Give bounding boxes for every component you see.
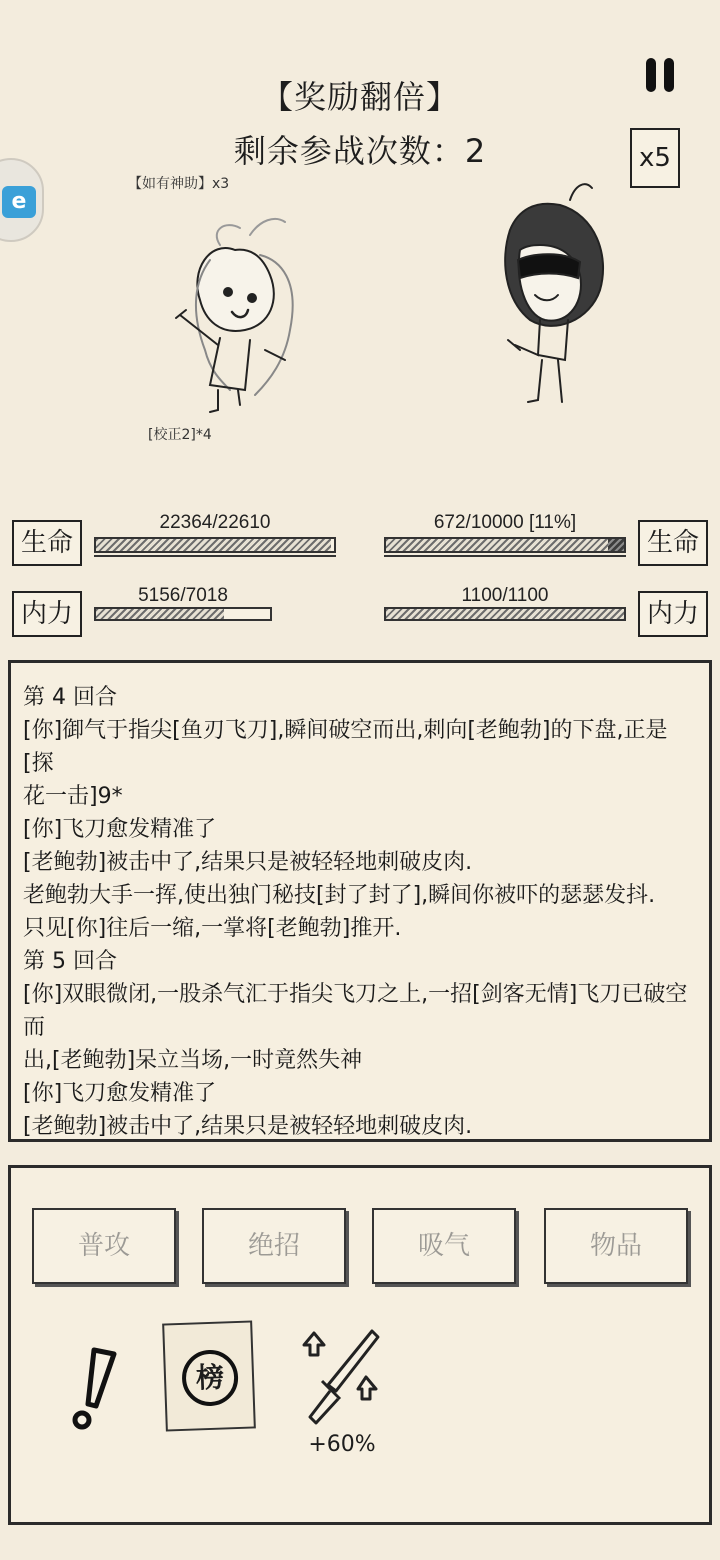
leaderboard-icon: 榜 [181,1349,239,1407]
log-line: 第 4 回合 [23,685,117,710]
items-button[interactable]: 物品 [544,1208,688,1284]
player-mp-bar [94,607,272,621]
log-line: [你]御气于指尖[鱼刃飞刀],瞬间破空而出,刺向[老鲍勃]的下盘,正是[探 [23,718,668,776]
enemy-hp-label: 生命 [638,520,708,566]
enemy-hp-value: 672/10000 [11%] [433,512,577,533]
enemy-mp-label: 内力 [638,591,708,637]
log-line: [老鲍勃]被击中了,结果只是被轻轻地刺破皮肉. [23,1114,473,1139]
player-hp-bar [94,537,336,553]
enemy-hp-underline [384,555,626,557]
log-line: 只见[你]往后一缩,一掌将[老鲍勃]推开. [23,916,402,941]
player-mp-fill [96,609,224,619]
battle-log[interactable] [8,660,712,1142]
enemy-mp-value: 1100/1100 [461,585,549,606]
enemy-hp-track [386,539,624,551]
log-line: [老鲍勃]被击中了,结果只是被轻轻地刺破皮肉. [23,850,473,875]
player-hp-underline [94,555,336,557]
player-mp-value: 5156/7018 [138,585,228,606]
enemy-character [480,180,620,410]
floating-app-badge[interactable] [0,158,44,242]
speed-multiplier-button[interactable]: x5 [630,128,680,188]
log-line: 第 5 回合 [23,949,117,974]
leaderboard-button[interactable] [162,1320,256,1431]
log-line: 花一击]9* [23,784,123,809]
reward-title: 【奖励翻倍】 [260,78,459,116]
exclamation-icon[interactable] [66,1346,126,1430]
log-line: [你]飞刀愈发精准了 [23,817,217,842]
pause-icon[interactable] [640,58,680,94]
player-hp-fill [96,539,331,551]
player-hp-value: 22364/22610 [159,512,271,533]
enemy-hp-bar [384,537,626,553]
player-effect-label: [校正2]*4 [148,427,212,443]
enemy-mp-bar [384,607,626,621]
player-buff-label: 【如有神助】x3 [128,176,230,192]
weapon-bonus-label: +60% [308,1432,376,1457]
normal-attack-button[interactable]: 普攻 [32,1208,176,1284]
log-line: [你]双眼微闭,一股杀气汇于指尖飞刀之上,一招[剑客无情]飞刀已破空而 [23,982,688,1040]
enemy-hp-fill [608,539,624,551]
enemy-mp-fill [386,609,624,619]
ultimate-button[interactable]: 绝招 [202,1208,346,1284]
player-character [150,200,340,420]
sword-upgrade-icon[interactable] [300,1325,384,1429]
log-line: [你]飞刀愈发精准了 [23,1081,217,1106]
app-badge-icon: e [2,186,36,218]
player-hp-label: 生命 [12,520,82,566]
breathe-button[interactable]: 吸气 [372,1208,516,1284]
log-line: 老鲍勃大手一挥,使出独门秘技[封了封了],瞬间你被吓的瑟瑟发抖. [23,883,656,908]
remaining-battles: 剩余参战次数：2 [233,132,487,170]
player-mp-label: 内力 [12,591,82,637]
log-line: 出,[老鲍勃]呆立当场,一时竟然失神 [23,1048,363,1073]
